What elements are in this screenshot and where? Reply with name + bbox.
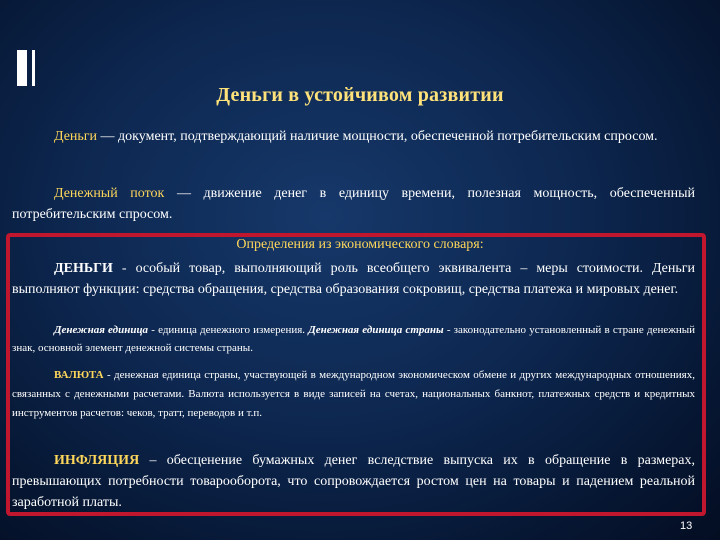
dictionary-entry-dengi-text: - особый товар, выполняющий роль всеобщего эквивалента – меры стоимости. Деньги выполняют функции: средства обращения, средства образования сокровищ, средства платежа и мировых денег. [12, 261, 695, 297]
definition-money-flow [12, 183, 695, 225]
term-dengi: ДЕНЬГИ [54, 261, 113, 276]
term-currency: ВАЛЮТА [54, 369, 104, 381]
dictionary-entry-inflation [12, 450, 695, 513]
page-number: 13 [680, 520, 693, 532]
term-inflation: ИНФЛЯЦИЯ [54, 453, 140, 468]
decorative-bar [17, 50, 27, 86]
definition-money-text: — документ, подтверждающий наличие мощности, обеспеченной потребительским спросом. [97, 129, 658, 144]
definition-money-flow-text: — движение денег в единицу времени, полезная мощность, обеспеченный потребительским спросом. [12, 186, 695, 222]
dictionary-entry-currency [12, 366, 695, 423]
term-country-monetary-unit: Денежная единица страны [308, 324, 444, 336]
term-monetary-unit: Денежная единица [54, 324, 149, 336]
slide-title: Деньги в устойчивом развитии [216, 84, 504, 106]
definition-money [12, 126, 695, 147]
dictionary-entry-dengi [12, 258, 695, 300]
dictionary-entry-inflation-text: – обесценение бумажных денег вследствие выпуска их в обращение в размерах, превышающих потребности товарооборота, что сопровождается ростом цен на товары и падением реальной заработной платы. [12, 453, 695, 510]
dictionary-heading: Определения из экономического словаря: [236, 237, 484, 252]
decorative-bar-thin [32, 50, 35, 86]
term-money: Деньги [54, 129, 98, 144]
dictionary-entry-currency-text: - денежная единица страны, участвующей в международном экономическом обмене и других международных отношениях, связанных с денежными расчетами. Валюта используется в виде записей на счетах, национальных банкнот, платежных средств и кредитных инструментов расчетов: чеков, тратт, переводов и т.п. [12, 369, 695, 419]
dictionary-entry-unit [12, 321, 695, 357]
dictionary-entry-unit-text: - единица денежного измерения. [148, 324, 309, 336]
dictionary-entry-country-unit-text: - законодательно установленный в стране денежный знак, основной элемент денежной системы страны. [12, 324, 695, 354]
term-money-flow: Денежный поток [54, 186, 165, 201]
